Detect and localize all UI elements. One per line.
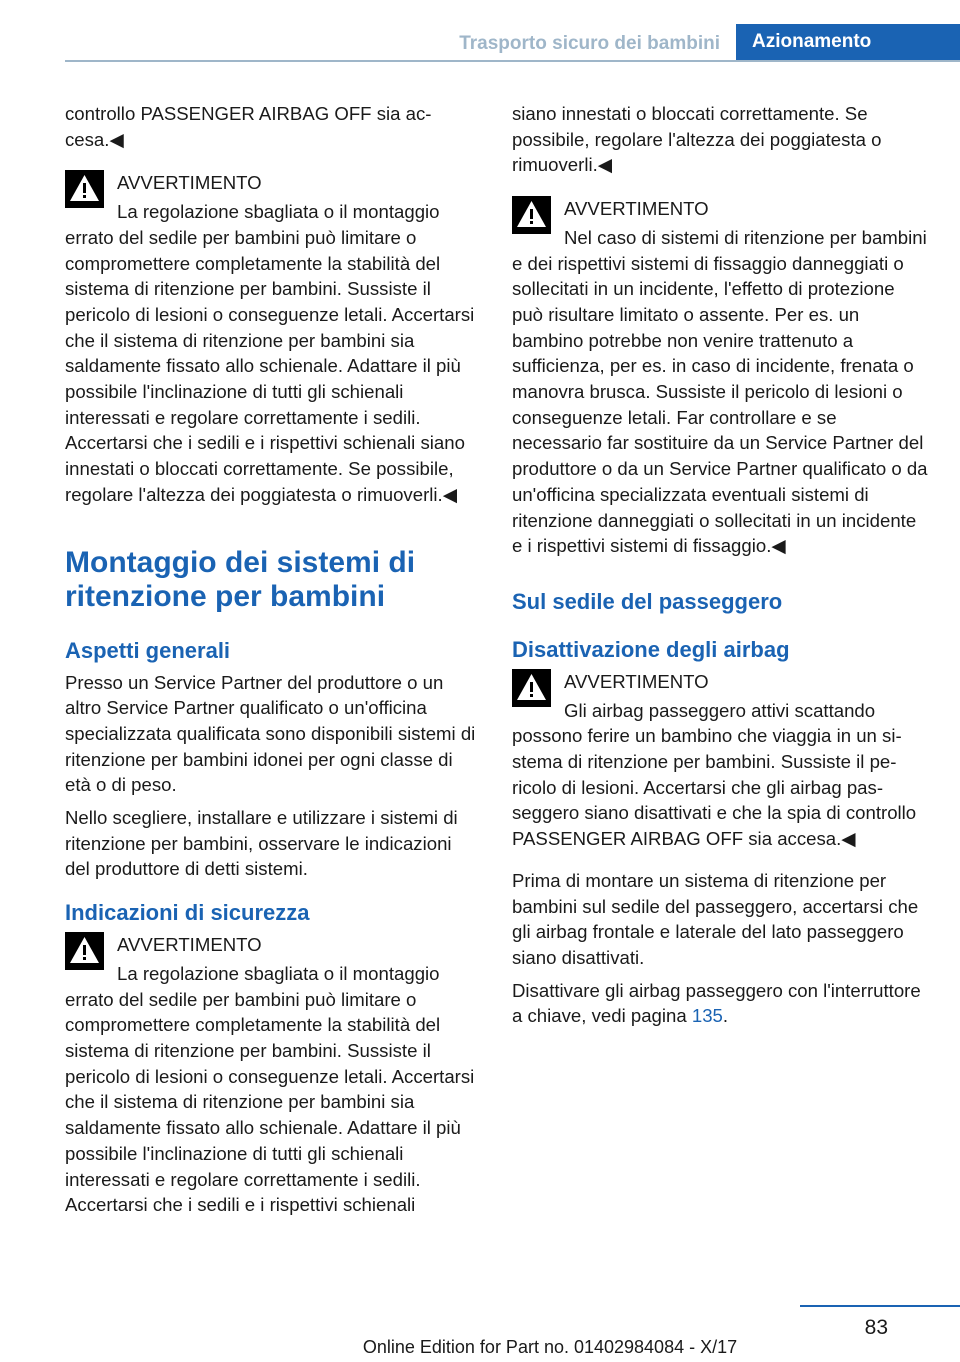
page-reference-link[interactable]: 135 — [691, 1005, 723, 1027]
warning-heading: AVVERTIMENTO — [117, 934, 262, 956]
paragraph-general-1: Presso un Service Partner del produttore o un altro Service Partner qualificato o un'officina specializzata qualificata sono disponibili sistemi di ritenzione per bambini idonei per ogni classe di età o di peso. — [65, 671, 476, 796]
warning-text: La regolazione sbagliata o il montaggio errato del sedile per bambini può limitare o compromettere completamente la stabilità del sistema di ritenzione per bambini. Sussiste il pericolo di lesioni o conseguenze letali. Accertarsi che il sistema di ritenzione per bambini sia saldamente fissato allo schienale. Adattare il più possibile l'inclinazione di tutti gli schienali interessati e regolare correttamente i sedili. Accertarsi che i sedili e i rispettivi schienali siano innestati o bloccati correttamente. Se possibile, regolare l'altezza dei poggiatesta o rimuoverli.◀ — [65, 201, 475, 505]
warning-heading: AVVERTIMENTO — [564, 198, 709, 220]
footer-rule — [800, 1305, 960, 1307]
paragraph-deactivate — [512, 978, 928, 1029]
running-header-section: Trasporto sicuro dei bambini — [459, 32, 720, 54]
header-rule — [65, 60, 960, 62]
warning-block — [65, 170, 481, 507]
subheading-passenger-seat: Sul sedile del passeggero — [512, 588, 783, 614]
warning-heading: AVVERTIMENTO — [564, 670, 709, 692]
subheading-airbag-deactivation: Disattivazione degli airbag — [512, 636, 790, 662]
continued-paragraph: siano innestati o bloccati correttamente. Se possibile, regolare l'altezza dei poggiatesta o rimuoverli.◀ — [512, 103, 882, 176]
continued-paragraph: controllo PASSENGER AIRBAG OFF sia accesa.◀ — [65, 103, 432, 150]
warning-triangle-icon — [65, 932, 104, 970]
paragraph-deactivate-end: . — [722, 1005, 729, 1027]
subheading-safety: Indicazioni di sicurezza — [65, 900, 310, 926]
warning-heading: AVVERTIMENTO — [117, 172, 262, 194]
warning-text: Gli airbag passeggero attivi scattando possono ferire un bambino che viaggia in un sistema di ritenzione per bambini. Sussiste il pericolo di lesioni. Accertarsi che gli airbag passeggero siano disattivati e che la spia di controllo PASSENGER AIRBAG OFF sia accesa.◀ — [512, 699, 917, 850]
footer-edition: Online Edition for Part no. 01402984084 - X/17 — [362, 1337, 738, 1357]
warning-block — [65, 932, 481, 1218]
paragraph-before-mounting: Prima di montare un sistema di ritenzione per bambini sul sedile del passeggero, accertarsi che gli airbag frontale e laterale del lato passeggero siano disattivati. — [512, 869, 919, 968]
right-column — [512, 101, 928, 1036]
warning-triangle-icon — [512, 669, 551, 707]
left-column — [65, 101, 481, 1225]
paragraph-deactivate-text: Disattivare gli airbag passeggero con l'interruttore a chiave, vedi pagina — [512, 979, 921, 1027]
warning-triangle-icon — [512, 196, 551, 234]
running-header-chapter: Azionamento — [736, 24, 960, 60]
warning-block — [512, 669, 928, 852]
section-heading: Montaggio dei sistemi di ritenzione per bambini — [65, 545, 416, 613]
warning-text: Nel caso di sistemi di ritenzione per bambini e dei rispettivi sistemi di fissaggio danneggiati o sollecitati in un incidente, l'effetto di protezione può risultare limitato o assente. Per es. un bambino potrebbe non venire trattenuto a sufficienza, per es. in caso di incidente, frenata o manovra brusca. Sussiste il pericolo di lesioni o conseguenze letali. Far controllare e se necessario far sostituire da un Service Partner del produttore o da un Service Partner qualificato o da un'officina specializzata eventuali sistemi di ritenzione danneggiati o sollecitati in un incidente e i rispettivi sistemi di fissaggio.◀ — [512, 226, 928, 557]
warning-triangle-icon — [65, 170, 104, 208]
warning-block — [512, 196, 928, 559]
paragraph-general-2: Nello scegliere, installare e utilizzare i sistemi di ritenzione per bambini, osservare le indicazioni del produttore di detti sistemi. — [65, 807, 458, 880]
page-number: 83 — [864, 1316, 888, 1339]
subheading-general: Aspetti generali — [65, 637, 231, 663]
warning-text: La regolazione sbagliata o il montaggio errato del sedile per bambini può limitare o compromettere completamente la stabilità del sistema di ritenzione per bambini. Sussiste il pericolo di lesioni o conseguenze letali. Accertarsi che il sistema di ritenzione per bambini sia saldamente fissato allo schienale. Adattare il più possibile l'inclinazione di tutti gli schienali interessati e regolare correttamente i sedili. Accertarsi che i sedili e i rispettivi schienali — [65, 962, 475, 1216]
